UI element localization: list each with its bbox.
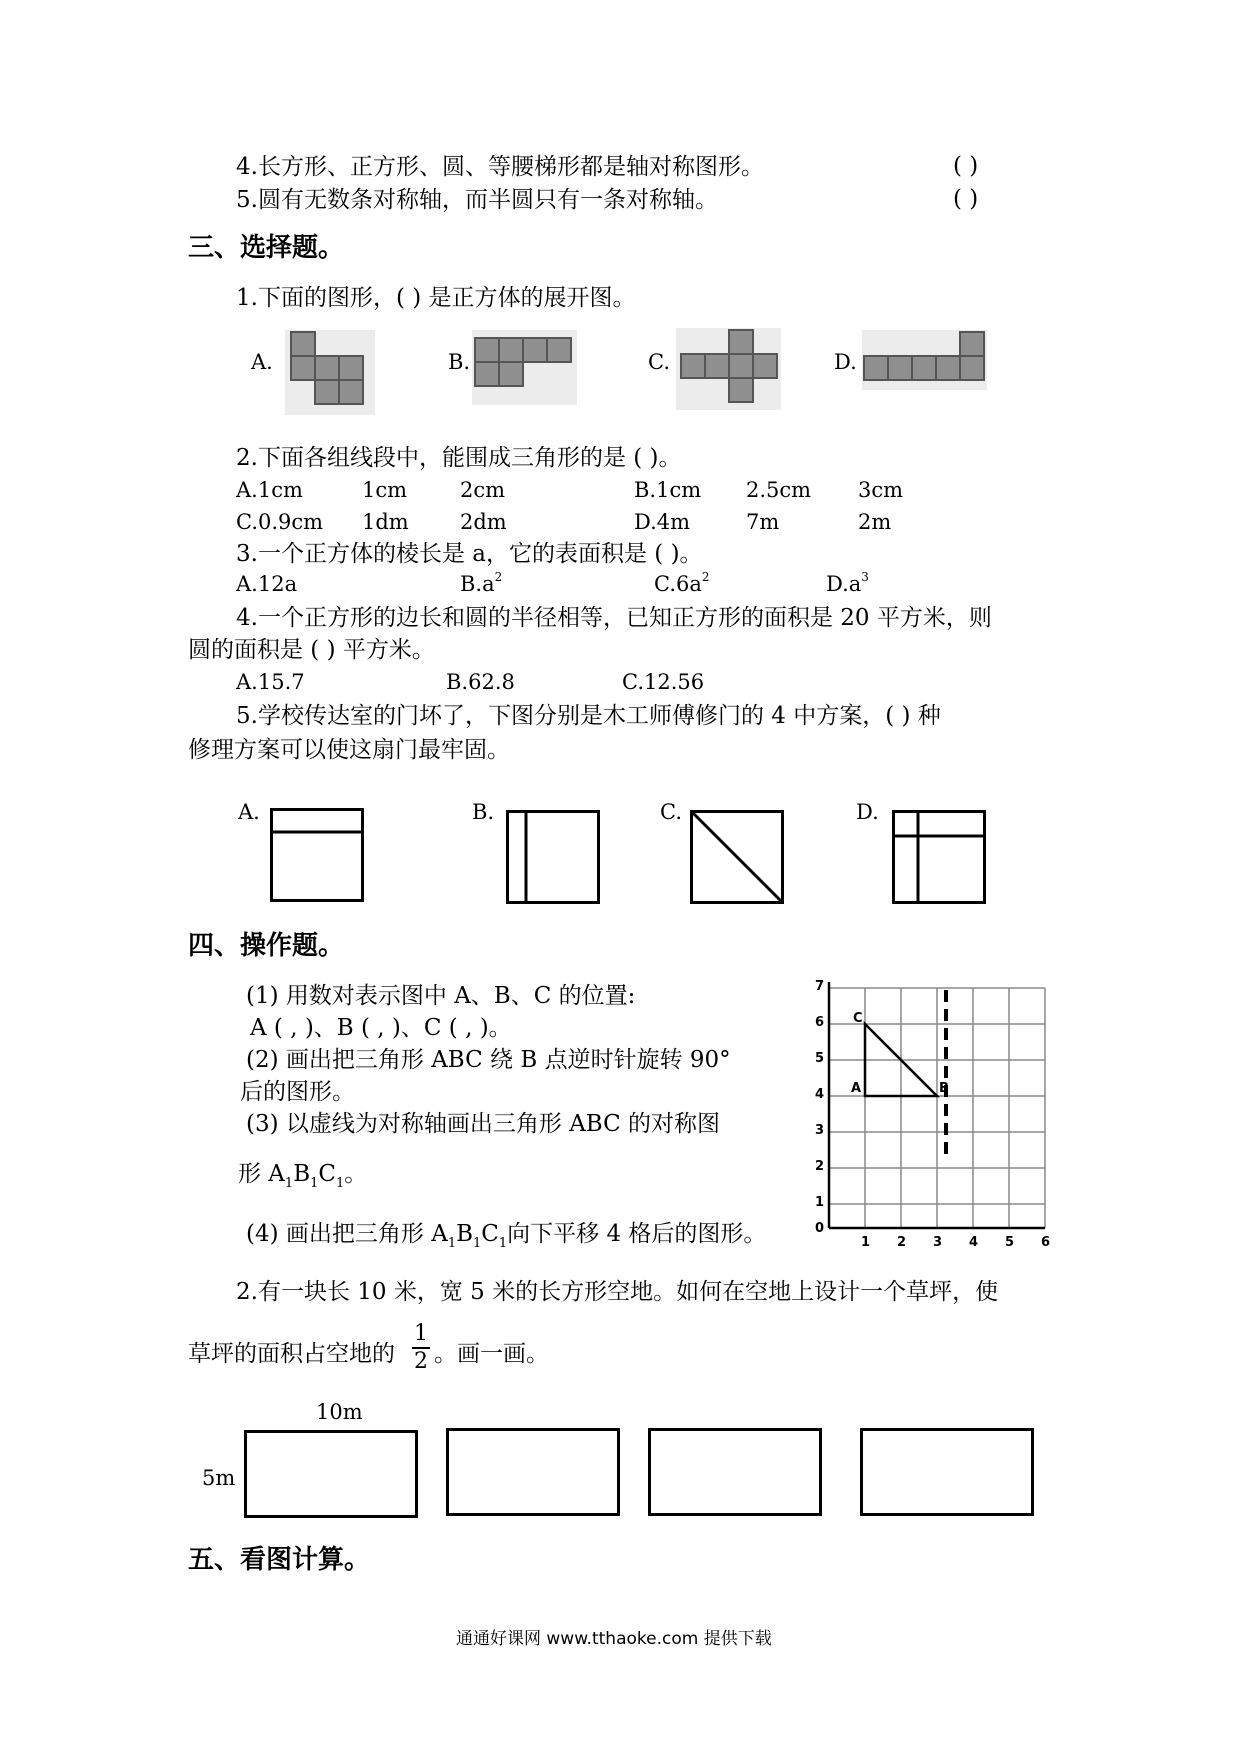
x-tick-label: 1 <box>861 1235 871 1250</box>
option-label: A. <box>251 350 273 374</box>
task-2-text: (2) 画出把三角形 ABC 绕 B 点逆时针旋转 90° <box>246 1047 731 1073</box>
option-label: C. <box>660 800 682 824</box>
door-option-a[interactable] <box>270 808 366 904</box>
option-value: 1dm <box>362 510 409 534</box>
y-tick-label: 2 <box>815 1159 825 1174</box>
judge-q4: 4.长方形、正方形、圆、等腰梯形都是轴对称图形。 <box>236 154 764 180</box>
option-label: B. <box>472 800 495 824</box>
judge-q5-answer-blank[interactable]: ( ) <box>953 186 979 212</box>
task-3-text-cont: 形 $A_1B_1C_1$。 <box>238 1161 368 1191</box>
question-text-end: 。画一画。 <box>434 1341 549 1367</box>
cube-net-a[interactable] <box>285 330 375 415</box>
question-text: 3.一个正方体的棱长是 a，它的表面积是 ( )。 <box>236 541 703 567</box>
option-label: A. <box>238 800 260 824</box>
option-b: B.1cm <box>634 478 702 502</box>
option-c: C.12.56 <box>622 670 705 694</box>
length-label: 10m <box>316 1400 363 1424</box>
option-a: A.12a <box>236 572 298 596</box>
point-c-label: C <box>853 1011 863 1026</box>
cube-net-d[interactable] <box>862 330 987 390</box>
option-value: 2cm <box>460 478 506 502</box>
option-d: D.4m <box>634 510 691 534</box>
footer-text: 通通好课网 www.tthaoke.com 提供下载 <box>456 1629 772 1649</box>
option-b: $B.a^2$ <box>460 570 503 596</box>
cube-net-b[interactable] <box>472 330 577 405</box>
x-tick-label: 4 <box>969 1235 979 1250</box>
x-tick-label: 5 <box>1005 1235 1015 1250</box>
coordinate-answer-blanks[interactable]: A ( , )、B ( , )、C ( , )。 <box>250 1015 512 1041</box>
y-tick-label: 4 <box>815 1087 825 1102</box>
task-4-text: (4) 画出把三角形 $A_1B_1C_1$向下平移 4 格后的图形。 <box>246 1221 767 1251</box>
option-d: $D.a^3$ <box>826 570 869 596</box>
y-tick-label: 3 <box>815 1123 825 1138</box>
coordinate-grid[interactable] <box>815 978 1065 1253</box>
option-value: 2.5cm <box>746 478 812 502</box>
option-label: D. <box>856 800 879 824</box>
option-value: 2dm <box>460 510 507 534</box>
question-text: 1.下面的图形，( ) 是正方体的展开图。 <box>236 285 636 311</box>
y-tick-label: 5 <box>815 1051 825 1066</box>
door-option-d[interactable] <box>892 810 988 906</box>
x-tick-label: 2 <box>897 1235 907 1250</box>
option-a: A.15.7 <box>236 670 305 694</box>
lawn-drawing-area[interactable] <box>860 1428 1034 1516</box>
section-title: 四、操作题。 <box>188 931 345 961</box>
option-value: 1cm <box>362 478 408 502</box>
option-c: C.0.9cm <box>236 510 324 534</box>
option-label: C. <box>648 350 670 374</box>
task-2-text-cont: 后的图形。 <box>240 1079 355 1105</box>
point-b-label: B <box>939 1081 949 1096</box>
y-tick-label: 7 <box>815 979 825 994</box>
y-tick-label: 6 <box>815 1015 825 1030</box>
door-option-b[interactable] <box>506 810 602 906</box>
option-a: A.1cm <box>236 478 303 502</box>
cube-net-c[interactable] <box>676 328 781 410</box>
point-a-label: A <box>851 1081 862 1096</box>
y-tick-label: 1 <box>815 1195 825 1210</box>
lawn-drawing-area[interactable] <box>648 1428 822 1516</box>
question-text-cont: 草坪的面积占空地的 <box>188 1341 395 1367</box>
question-text-cont: 圆的面积是 ( ) 平方米。 <box>188 637 435 663</box>
option-b: B.62.8 <box>446 670 515 694</box>
option-label: B. <box>448 350 471 374</box>
section-title: 三、选择题。 <box>188 233 345 263</box>
question-text: 2.下面各组线段中，能围成三角形的是 ( )。 <box>236 445 682 471</box>
question-text: 5.学校传达室的门坏了，下图分别是木工师傅修门的 4 中方案，( ) 种 <box>236 703 941 729</box>
width-label: 5m <box>202 1466 236 1490</box>
x-tick-label: 3 <box>933 1235 943 1250</box>
x-tick-label: 6 <box>1041 1235 1051 1250</box>
fraction-one-half: 1 2 <box>414 1321 428 1374</box>
task-3-text: (3) 以虚线为对称轴画出三角形 ABC 的对称图 <box>246 1111 721 1137</box>
option-value: 7m <box>746 510 780 534</box>
option-c: $C.6a^2$ <box>654 570 710 596</box>
task-1-text: (1) 用数对表示图中 A、B、C 的位置: <box>246 983 636 1009</box>
option-value: 3cm <box>858 478 904 502</box>
option-label: D. <box>834 350 857 374</box>
door-option-c[interactable] <box>690 810 786 906</box>
judge-q5: 5.圆有无数条对称轴，而半圆只有一条对称轴。 <box>236 187 718 213</box>
question-text: 4.一个正方形的边长和圆的半径相等，已知正方形的面积是 20 平方米，则 <box>236 605 992 631</box>
section-title: 五、看图计算。 <box>188 1545 371 1575</box>
question-text-cont: 修理方案可以使这扇门最牢固。 <box>188 737 510 763</box>
question-text: 2.有一块长 10 米，宽 5 米的长方形空地。如何在空地上设计一个草坪，使 <box>236 1279 999 1305</box>
option-value: 2m <box>858 510 892 534</box>
lawn-drawing-area[interactable] <box>446 1428 620 1516</box>
y-tick-label: 0 <box>815 1221 825 1236</box>
lawn-drawing-area[interactable] <box>244 1430 418 1518</box>
judge-q4-answer-blank[interactable]: ( ) <box>953 153 979 179</box>
